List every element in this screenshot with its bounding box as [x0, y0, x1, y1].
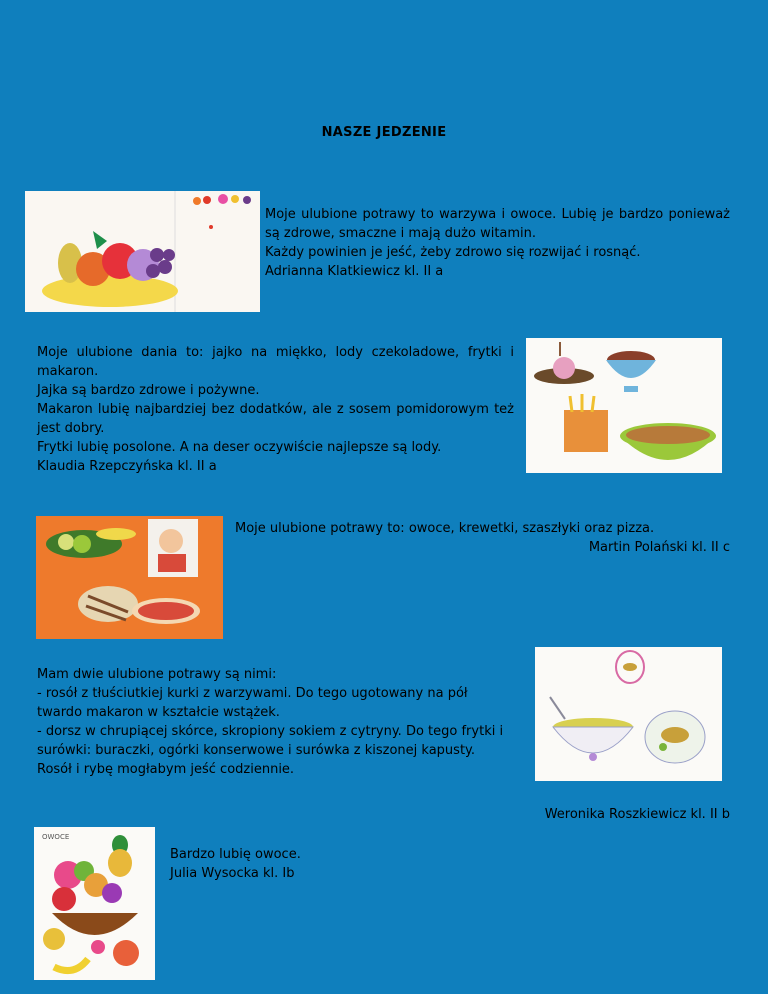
entry-3-line-1: Moje ulubione potrawy to: owoce, krewetki, szaszłyki oraz pizza.: [235, 521, 655, 536]
fruit-bowl-drawing: [25, 191, 260, 312]
entry-4-author: Weronika Roszkiewicz kl. II b: [544, 807, 730, 822]
dishes-drawing: [526, 338, 722, 473]
entry-1-line-1: Moje ulubione potrawy to warzywa i owoce. Lubię je bardzo ponieważ są zdrowe, smaczne i mają dużo witamin.: [265, 207, 730, 241]
entry-1-line-2: Każdy powinien je jeść, żeby zdrowo się rozwijać i rosnąć.: [265, 245, 641, 260]
entry-4-signature: [380, 805, 730, 824]
food-collage: [36, 516, 223, 639]
entry-3-author: Martin Polański kl. II c: [588, 540, 730, 555]
entry-5-line-2: Julia Wysocka kl. Ib: [170, 866, 295, 881]
entry-4-text: [37, 665, 512, 779]
page-title: NASZE JEDZENIE: [321, 125, 447, 140]
entry-5-line-1: Bardzo lubię owoce.: [170, 847, 301, 862]
entry-4-line-4: Rosół i rybę mogłabym jeść codziennie.: [37, 762, 295, 777]
entry-1-author: Adrianna Klatkiewicz kl. II a: [265, 264, 444, 279]
entry-4-line-2: - rosół z tłuściutkiej kurki z warzywami. Do tego ugotowany na pół twardo makaron w kształcie wstążek.: [37, 686, 468, 720]
entry-2-line-1: Moje ulubione dania to: jajko na miękko, lody czekoladowe, frytki i makaron.: [37, 345, 514, 379]
entry-2-line-3: Makaron lubię najbardziej bez dodatków, ale z sosem pomidorowym też jest dobry.: [37, 402, 514, 436]
soup-and-fish-drawing: [535, 647, 722, 781]
entry-1-text: [265, 205, 730, 281]
fruit-poster-drawing: [34, 827, 155, 980]
entry-3-text: [235, 519, 730, 557]
fruit-poster-label: OWOCE: [42, 833, 70, 841]
entry-4-line-3: - dorsz w chrupiącej skórce, skropiony sokiem z cytryny. Do tego frytki i surówki: buraczki, ogórki konserwowe i surówka z kiszonej kapusty.: [37, 724, 504, 758]
entry-2-line-2: Jajka są bardzo zdrowe i pożywne.: [37, 383, 260, 398]
entry-2-author: Klaudia Rzepczyńska kl. II a: [37, 459, 217, 474]
entry-2-line-4: Frytki lubię posolone. A na deser oczywiście najlepsze są lody.: [37, 440, 442, 455]
entry-4-line-1: Mam dwie ulubione potrawy są nimi:: [37, 667, 277, 682]
entry-2-text: [37, 343, 514, 476]
entry-5-text: [170, 845, 470, 883]
